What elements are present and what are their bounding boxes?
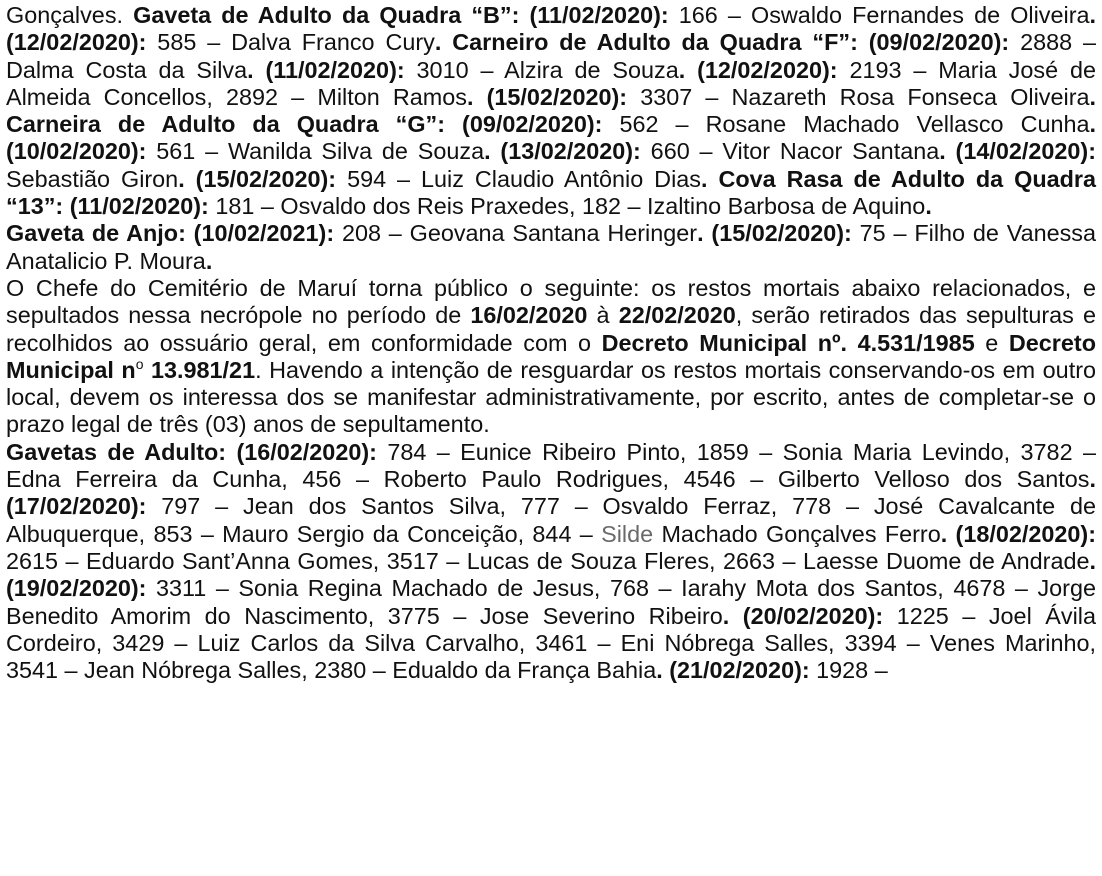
bold-text-segment: . (11/02/2020): [247, 56, 405, 83]
bold-text-segment: 16/02/2020 [470, 302, 588, 329]
bold-text-segment: . (17/02/2020): [6, 466, 1096, 520]
text-segment: 75 – Filho de Vanessa Anatalicio P. Moura [6, 220, 1097, 274]
text-segment: e [974, 329, 1009, 356]
bold-text-segment: . [925, 193, 932, 220]
document-page [6, 2, 1096, 684]
bold-text-segment: . (15/02/2020): [466, 83, 628, 110]
bold-text-segment: Gavetas de Adulto: (16/02/2020): [6, 438, 377, 465]
paragraph-burials-feb-2020 [6, 2, 1096, 220]
text-segment: 1225 – Joel Ávila Cordeiro, 3429 – Luiz Carlos da Silva Carvalho, 3461 – Eni Nóbrega Salles, 3394 – Venes Marinho, 3541 – Jean Nóbrega Salles, 2380 – Edualdo da França Bahia [6, 602, 1096, 684]
text-segment: à [587, 302, 619, 329]
bold-text-segment: 13.981/21 [143, 356, 256, 383]
bold-text-segment: . (15/02/2020): [178, 165, 337, 192]
bold-text-segment: . (18/02/2020): [940, 520, 1096, 547]
bold-text-segment: . (14/02/2020): [939, 138, 1096, 165]
bold-text-segment: 22/02/2020 [618, 302, 736, 329]
text-segment: 1928 – [809, 657, 888, 684]
text-segment: 594 – Luiz Claudio Antônio Dias [336, 165, 701, 192]
text-segment: 585 – Dalva Franco Cury [146, 29, 435, 56]
text-segment: , serão retirados das sepulturas e recolhidos ao ossuário geral, em conformidade com o [6, 302, 1096, 356]
bold-text-segment: Gaveta de Anjo: (10/02/2021): [6, 220, 335, 247]
bold-text-segment: . Carneiro de Adulto da Quadra “F”: (09/02/2020): [434, 29, 1010, 56]
text-segment: 2615 – Eduardo Sant’Anna Gomes, 3517 – Lucas de Souza Fleres, 2663 – Laesse Duome de Andrade [6, 547, 1090, 574]
text-segment: 784 – Eunice Ribeiro Pinto, 1859 – Sonia Maria Levindo, 3782 – Edna Ferreira da Cunha, 456 – Roberto Paulo Rodrigues, 4546 – Gilberto Velloso dos Santos [6, 438, 1096, 493]
text-segment: 660 – Vitor Nacor Santana [640, 138, 940, 165]
text-segment: Sebastião Giron [6, 165, 179, 192]
bold-text-segment: . (15/02/2020): [697, 220, 852, 247]
paragraph-gavetas-de-adulto [6, 439, 1096, 685]
bold-text-segment: . (13/02/2020): [484, 138, 641, 165]
bold-text-segment: . Cova Rasa de Adulto da Quadra “13”: (11/02/2020): [6, 165, 1097, 220]
text-segment: 797 – Jean dos Santos Silva, 777 – Osvaldo Ferraz, 778 – José Cavalcante de Albuquerque, 853 – Mauro Sergio da Conceição, 844 – [6, 493, 1096, 547]
bold-text-segment: Decreto Municipal nº. 4.531/1985 [601, 329, 975, 356]
bold-text-segment: . (19/02/2020): [6, 547, 1096, 602]
text-segment: 561 – Wanilda Silva de Souza [146, 138, 485, 165]
bold-text-segment: . (21/02/2020): [656, 657, 810, 684]
bold-text-segment: . (12/02/2020): [6, 2, 1096, 56]
text-segment: 166 – Oswaldo Fernandes de Oliveira [668, 2, 1090, 28]
text-segment: Machado Gonçalves Ferro [653, 520, 941, 547]
text-segment: Gonçalves [6, 2, 117, 28]
text-segment: o [135, 355, 144, 372]
text-segment: 2193 – Maria José de Almeida Concellos, 2892 – Milton Ramos [6, 56, 1096, 110]
bold-text-segment: . [205, 247, 213, 274]
text-segment: 3311 – Sonia Regina Machado de Jesus, 768 – Iarahy Mota dos Santos, 4678 – Jorge Benedito Amorim do Nascimento, 3775 – Jose Severino Ribeiro [6, 575, 1096, 629]
text-segment: 2888 – Dalma Costa da Silva [6, 29, 1096, 83]
bold-text-segment: . (10/02/2020): [6, 111, 1097, 165]
text-segment: 562 – Rosane Machado Vellasco Cunha [602, 111, 1090, 138]
text-segment: 208 – Geovana Santana Heringer [334, 220, 698, 247]
bold-text-segment: Gaveta de Adulto da Quadra “B”: (11/02/2020): [133, 2, 669, 28]
bold-text-segment: . Carneira de Adulto da Quadra “G”: (09/02/2020): [6, 83, 1096, 138]
text-segment: . Havendo a intenção de resguardar os restos mortais conservando-os em outro local, devem os interessa dos se manifestar administrativamente, por escrito, antes de completar-se o prazo legal de três (03) anos de sepultamento. [6, 356, 1096, 438]
bold-text-segment: Decreto Municipal n [6, 329, 1096, 383]
bold-text-segment: . (20/02/2020): [722, 602, 884, 629]
paragraph-gaveta-de-anjo [6, 220, 1096, 275]
text-segment: . [116, 2, 134, 28]
text-segment: O Chefe do Cemitério de Maruí torna público o seguinte: os restos mortais abaixo relacionados, e sepultados nessa necrópole no período de [6, 274, 1096, 329]
text-segment: Silde [601, 520, 654, 547]
bold-text-segment: . (12/02/2020): [678, 56, 838, 83]
text-segment: 3010 – Alzira de Souza [404, 56, 679, 83]
text-segment: 3307 – Nazareth Rosa Fonseca Oliveira [627, 83, 1090, 110]
text-segment: 181 – Osvaldo dos Reis Praxedes, 182 – Izaltino Barbosa de Aquino [208, 193, 926, 220]
paragraph-cemetery-notice [6, 275, 1096, 439]
